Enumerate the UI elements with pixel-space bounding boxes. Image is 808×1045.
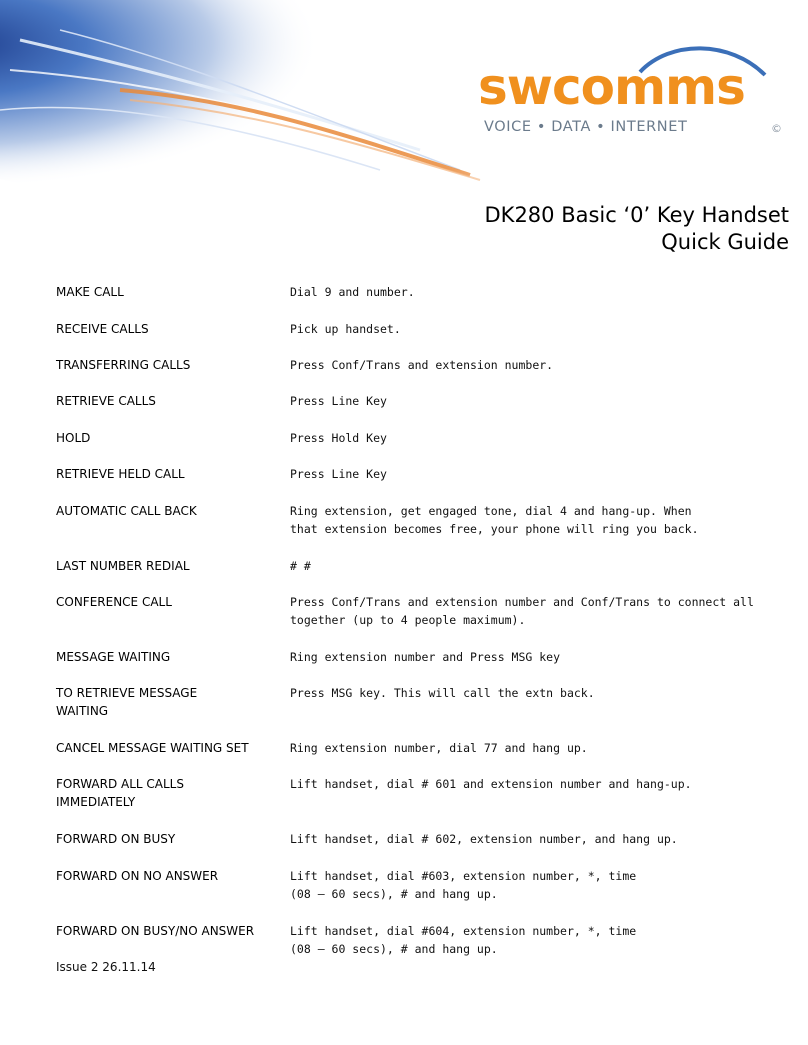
instruction-description-line: together (up to 4 people maximum). [290, 613, 526, 627]
instruction-description-line: (08 – 60 secs), # and hang up. [290, 887, 498, 901]
instruction-description [290, 739, 776, 757]
instruction-description-line: Press MSG key. This will call the extn back. [290, 686, 595, 700]
instruction-description-line: # # [290, 559, 311, 573]
instruction-description [290, 557, 776, 575]
instruction-row [56, 775, 776, 811]
instruction-description [290, 593, 776, 629]
instruction-description-line: Ring extension number and Press MSG key [290, 650, 561, 664]
instruction-label [56, 739, 290, 757]
instruction-label-line: MAKE CALL [56, 285, 124, 299]
instruction-label [56, 283, 290, 301]
instruction-label-line: IMMEDIATELY [56, 795, 136, 809]
instruction-row [56, 502, 776, 538]
instruction-label [56, 465, 290, 483]
instruction-description [290, 465, 776, 483]
instruction-description-line: Ring extension number, dial 77 and hang up. [290, 741, 588, 755]
logo-tagline: VOICE • DATA • INTERNET [484, 119, 688, 135]
instruction-label-line: TRANSFERRING CALLS [56, 358, 191, 372]
title-line-2: Quick Guide [661, 230, 789, 254]
instruction-row [56, 283, 776, 301]
instruction-label-line: RETRIEVE CALLS [56, 394, 156, 408]
instruction-description-line: Lift handset, dial # 602, extension number, and hang up. [290, 832, 678, 846]
instruction-description-line: (08 – 60 secs), # and hang up. [290, 942, 498, 956]
instruction-description-line: Press Conf/Trans and extension number. [290, 358, 554, 372]
logo-copyright-mark: © [771, 122, 782, 135]
instruction-description [290, 867, 776, 903]
instruction-label [56, 648, 290, 666]
instruction-description [290, 392, 776, 410]
instruction-description-line: that extension becomes free, your phone will ring you back. [290, 522, 699, 536]
instruction-row [56, 830, 776, 848]
instruction-description [290, 356, 776, 374]
instruction-label-line: FORWARD ALL CALLS [56, 777, 184, 791]
instruction-description-line: Lift handset, dial #603, extension number, *, time [290, 869, 637, 883]
instruction-row [56, 320, 776, 338]
instruction-label [56, 922, 290, 958]
instruction-description [290, 429, 776, 447]
instruction-label [56, 684, 290, 720]
instruction-description-line: Lift handset, dial #604, extension number, *, time [290, 924, 637, 938]
instruction-label [56, 775, 290, 811]
instruction-description-line: Dial 9 and number. [290, 285, 415, 299]
instruction-description [290, 922, 776, 958]
instruction-label-line: WAITING [56, 704, 109, 718]
instruction-description-line: Ring extension, get engaged tone, dial 4 and hang-up. When [290, 504, 692, 518]
instruction-description-line: Press Hold Key [290, 431, 387, 445]
instruction-row [56, 392, 776, 410]
instruction-label [56, 557, 290, 575]
instruction-label-line: TO RETRIEVE MESSAGE [56, 686, 198, 700]
instruction-label-line: AUTOMATIC CALL BACK [56, 504, 197, 518]
instruction-description [290, 502, 776, 538]
instruction-label [56, 429, 290, 447]
instruction-row [56, 429, 776, 447]
instruction-description-line: Press Line Key [290, 467, 387, 481]
instruction-description [290, 684, 776, 720]
instruction-description-line: Lift handset, dial # 601 and extension number and hang-up. [290, 777, 692, 791]
instruction-label-line: RETRIEVE HELD CALL [56, 467, 185, 481]
instruction-label [56, 320, 290, 338]
logo-wordmark: swcomms [478, 58, 745, 116]
instruction-label [56, 502, 290, 538]
instruction-row [56, 557, 776, 575]
instruction-label-line: CANCEL MESSAGE WAITING SET [56, 741, 249, 755]
instruction-row [56, 648, 776, 666]
instruction-row [56, 593, 776, 629]
instruction-description-line: Press Line Key [290, 394, 387, 408]
instruction-label-line: FORWARD ON NO ANSWER [56, 869, 219, 883]
instruction-label [56, 830, 290, 848]
instruction-description [290, 830, 776, 848]
issue-footer: Issue 2 26.11.14 [56, 960, 156, 974]
instruction-row [56, 684, 776, 720]
instruction-description [290, 320, 776, 338]
instruction-label-line: FORWARD ON BUSY [56, 832, 176, 846]
instruction-description [290, 648, 776, 666]
instruction-label-line: CONFERENCE CALL [56, 595, 172, 609]
instruction-label [56, 593, 290, 629]
header-banner [0, 0, 808, 190]
instruction-description [290, 283, 776, 301]
instruction-description-line: Pick up handset. [290, 322, 401, 336]
instruction-label [56, 356, 290, 374]
instruction-label-line: MESSAGE WAITING [56, 650, 171, 664]
title-line-1: DK280 Basic ‘0’ Key Handset [484, 203, 789, 227]
instruction-row [56, 465, 776, 483]
instruction-row [56, 356, 776, 374]
instruction-row [56, 867, 776, 903]
instruction-label-line: HOLD [56, 431, 91, 445]
instruction-label [56, 392, 290, 410]
instruction-description [290, 775, 776, 811]
instruction-label-line: FORWARD ON BUSY/NO ANSWER [56, 924, 255, 938]
instruction-description-line: Press Conf/Trans and extension number and Conf/Trans to connect all [290, 595, 754, 609]
instruction-label [56, 867, 290, 903]
instruction-row [56, 922, 776, 958]
page-title [485, 202, 790, 256]
instruction-label-line: LAST NUMBER REDIAL [56, 559, 190, 573]
instruction-label-line: RECEIVE CALLS [56, 322, 149, 336]
instruction-row [56, 739, 776, 757]
